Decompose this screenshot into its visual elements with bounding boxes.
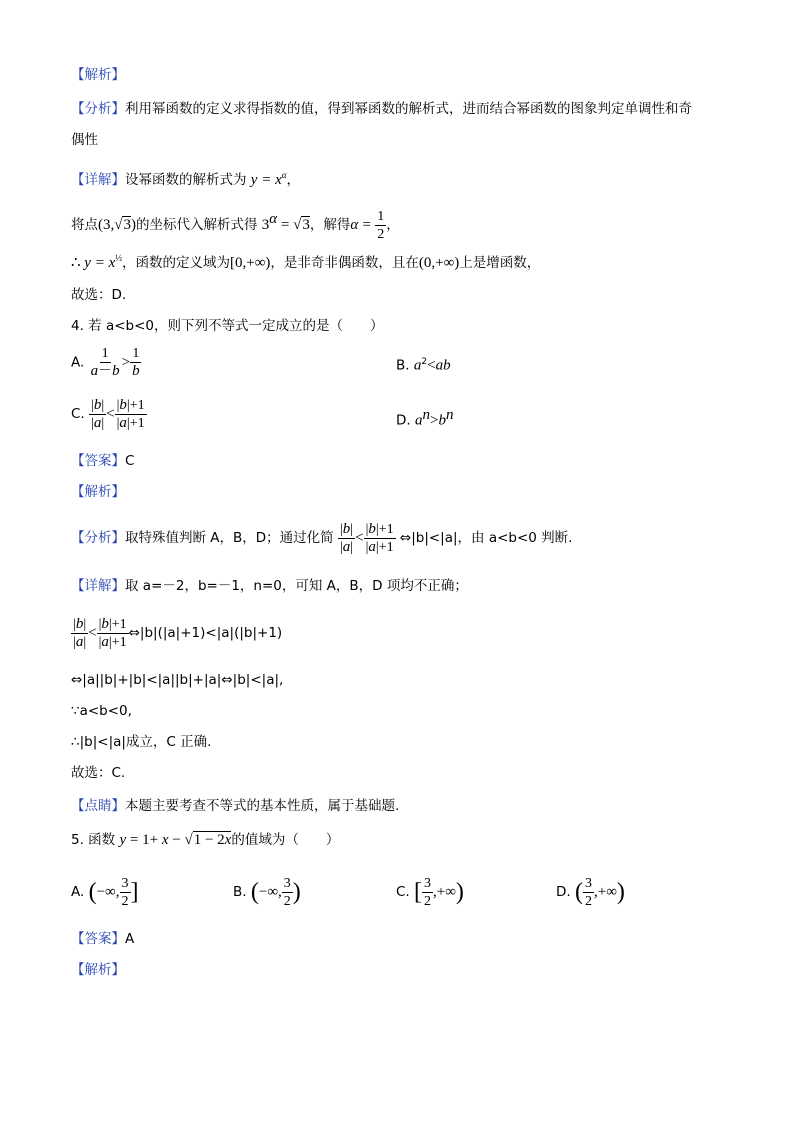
option-label: A.: [71, 884, 85, 900]
q3-text: 的坐标代入解析式得: [135, 217, 258, 233]
q4-option-a: A. $\frac{1}{a-b}$ > $\frac{1}{b}$: [71, 346, 140, 379]
fraction: $\frac{1}{2}$: [377, 208, 385, 242]
q3-text: 上是增函数，: [459, 255, 541, 271]
option-label: B.: [233, 884, 247, 900]
fraction: $\frac{|b|+1}{|a|+1}$: [98, 615, 127, 650]
fraction: $\frac{|b|}{|a|}$: [73, 615, 87, 650]
q5-option-c: C. [ $\frac{3}{2}$ ,+∞): [396, 875, 464, 909]
formula: (3,√3): [98, 217, 136, 233]
answer-value: A: [125, 931, 135, 947]
q4-answer: [71, 451, 134, 471]
formula: (0,+∞): [418, 255, 460, 271]
analysis-tag: 【解析】: [71, 484, 125, 500]
q4-detail: [71, 576, 468, 596]
q5-option-a: A. (−∞, $\frac{3}{2}$ ]: [71, 875, 139, 909]
fraction: $\frac{|b|}{|a|}$: [91, 396, 105, 431]
q3-detail-2: 将点(3,√3)的坐标代入解析式得 $3^\alpha = √3$，解得α = $\frac{1}{2}$ ，: [71, 208, 400, 242]
q4-text: 取特殊值判断 A，B，D；通过化简: [125, 530, 334, 546]
answer-value: C: [125, 453, 135, 469]
comment-tag: 【点睛】: [71, 798, 125, 814]
q5-text: 的值域为（ ）: [231, 832, 340, 848]
fraction: $\frac{|b|}{|a|}$: [339, 520, 354, 555]
q4-step-3: ∵a<b<0,: [71, 703, 132, 719]
answer-tag: 【答案】: [71, 931, 125, 947]
formula: $3^\alpha = √3$: [261, 211, 310, 233]
formula: α: [350, 217, 359, 233]
q4-option-d: D. $a^n>b^n$: [396, 407, 454, 429]
formula: y = 1+ x − √1 − 2x: [119, 832, 232, 848]
option-label: B.: [396, 357, 410, 374]
q3-text: 将点: [71, 217, 98, 233]
detail-tag: 【详解】: [71, 172, 125, 188]
q5-text: 5. 函数: [71, 832, 116, 848]
q3-text: ，是非奇非偶函数，且在: [270, 255, 419, 271]
q4-comment: [71, 796, 399, 816]
q3-fenxi-text: 利用幂函数的定义求得指数的值，得到幂函数的解析式，进而结合幂函数的图象判定单调性和奇: [125, 101, 692, 117]
option-label: C.: [396, 884, 410, 900]
q5-option-d: D. ( $\frac{3}{2}$ ,+∞): [556, 875, 625, 909]
q3-choice: 故选：D.: [71, 287, 127, 303]
q4-option-c: C. $\frac{|b|}{|a|}$ < $\frac{|b|+1}{|a|+1}$: [71, 396, 145, 431]
detail-tag: 【详解】: [71, 578, 125, 594]
answer-tag: 【答案】: [71, 453, 125, 469]
q3-text: ，函数的定义域为: [121, 255, 230, 271]
fenxi-tag: 【分析】: [71, 530, 125, 546]
q4-step-2: ⇔|a||b|+|b|<|a||b|+|a|⇔|b|<|a|,: [71, 672, 284, 688]
q4-fenxi: 【分析】取特殊值判断 A，B，D；通过化简 $\frac{|b|}{|a|}$ < $\frac{|b|+1}{|a|+1}$ ⇔|b|<|a|，由 a<b<0 判断.: [71, 520, 573, 555]
option-label: A.: [71, 354, 85, 371]
q4-text: 本题主要考查不等式的基本性质，属于基础题.: [125, 798, 400, 814]
fraction: $\frac{1}{a-b}$: [90, 346, 120, 379]
option-label: C.: [71, 406, 85, 422]
option-label: D.: [556, 884, 571, 900]
q4-option-b: B. $a^2<ab$: [396, 357, 451, 374]
fraction: $\frac{3}{2}$: [121, 875, 129, 909]
option-label: D.: [396, 412, 411, 429]
fenxi-tag: 【分析】: [71, 101, 125, 117]
analysis-tag: 【解析】: [71, 962, 125, 978]
q3-detail-1: 【详解】设幂函数的解析式为 $y = x^\alpha$，: [71, 170, 300, 188]
q3-fenxi-cont: 偶性: [71, 132, 98, 148]
formula: ∴ $y = x^{\frac{1}{2}}$: [71, 253, 122, 271]
q4-step-4: ∴|b|<|a|成立，C 正确.: [71, 734, 212, 750]
fraction: $\frac{|b|+1}{|a|+1}$: [365, 520, 394, 555]
q3-text: ，解得: [309, 217, 351, 233]
q5-stem: [71, 830, 339, 850]
q4-text: 取 a=－2，b=－1，n=0，可知 A，B，D 项均不正确；: [125, 578, 468, 594]
q3-detail-3: [71, 248, 540, 273]
q4-choice: 故选：C.: [71, 765, 126, 781]
analysis-tag: 【解析】: [71, 67, 125, 83]
fraction: $\frac{|b|+1}{|a|+1}$: [116, 396, 145, 431]
q4-text: ⇔|b|(|a|+1)<|a|(|b|+1): [128, 625, 283, 641]
q4-text: ⇔|b|<|a|，由 a<b<0 判断.: [399, 530, 573, 546]
q5-option-b: B. (−∞, $\frac{3}{2}$ ): [233, 875, 301, 909]
q5-answer: [71, 929, 134, 949]
formula: [0,+∞): [229, 255, 271, 271]
fraction: $\frac{1}{b}$: [132, 346, 140, 379]
fraction: $\frac{3}{2}$: [283, 875, 291, 909]
q4-stem: 4. 若 a<b<0，则下列不等式一定成立的是（ ）: [71, 318, 384, 334]
fraction: $\frac{3}{2}$: [424, 875, 432, 909]
fraction: $\frac{3}{2}$: [584, 875, 592, 909]
q3-detail-text: 设幂函数的解析式为: [125, 172, 247, 188]
formula: $y = x^\alpha$: [250, 170, 287, 188]
q3-fenxi: [71, 99, 692, 119]
q4-step-1: $\frac{|b|}{|a|}$ < $\frac{|b|+1}{|a|+1}$ ⇔|b|(|a|+1)<|a|(|b|+1): [73, 615, 283, 650]
